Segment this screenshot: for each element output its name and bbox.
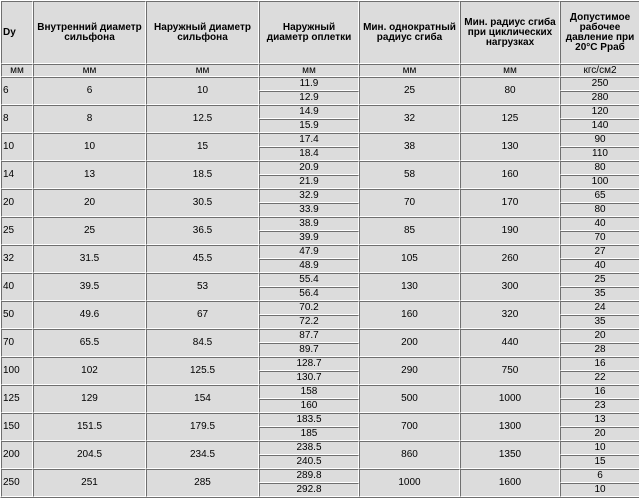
cell-braid: 128.7 xyxy=(259,357,359,371)
cell-dy: 25 xyxy=(1,217,33,245)
cell-radius-once: 700 xyxy=(359,413,460,441)
cell-pressure: 27 xyxy=(560,245,639,259)
cell-outer: 15 xyxy=(146,133,259,161)
cell-braid: 47.9 xyxy=(259,245,359,259)
table-row xyxy=(1,441,639,455)
cell-braid: 15.9 xyxy=(259,119,359,133)
cell-braid: 185 xyxy=(259,427,359,441)
cell-radius-once: 1000 xyxy=(359,469,460,497)
cell-outer: 84.5 xyxy=(146,329,259,357)
cell-inner: 31.5 xyxy=(33,245,146,273)
cell-outer: 285 xyxy=(146,469,259,497)
header-pressure: Допустимое рабочее давление при 20°C Рраб xyxy=(560,1,639,64)
cell-dy: 8 xyxy=(1,105,33,133)
cell-braid: 11.9 xyxy=(259,77,359,91)
cell-braid: 160 xyxy=(259,399,359,413)
cell-outer: 36.5 xyxy=(146,217,259,245)
table-row xyxy=(1,105,639,119)
cell-pressure: 35 xyxy=(560,315,639,329)
unit-inner: мм xyxy=(33,64,146,77)
cell-braid: 130.7 xyxy=(259,371,359,385)
unit-braid: мм xyxy=(259,64,359,77)
cell-inner: 13 xyxy=(33,161,146,189)
cell-pressure: 16 xyxy=(560,357,639,371)
units-row xyxy=(1,64,639,77)
cell-outer: 154 xyxy=(146,385,259,413)
cell-pressure: 10 xyxy=(560,483,639,497)
cell-dy: 6 xyxy=(1,77,33,105)
cell-braid: 158 xyxy=(259,385,359,399)
cell-dy: 32 xyxy=(1,245,33,273)
cell-inner: 65.5 xyxy=(33,329,146,357)
cell-radius-once: 290 xyxy=(359,357,460,385)
cell-braid: 87.7 xyxy=(259,329,359,343)
cell-pressure: 280 xyxy=(560,91,639,105)
cell-radius-cyclic: 750 xyxy=(460,357,560,385)
cell-radius-cyclic: 1350 xyxy=(460,441,560,469)
cell-dy: 40 xyxy=(1,273,33,301)
table-row xyxy=(1,301,639,315)
table-row xyxy=(1,133,639,147)
cell-outer: 125.5 xyxy=(146,357,259,385)
table-row xyxy=(1,161,639,175)
cell-braid: 292.8 xyxy=(259,483,359,497)
cell-radius-once: 32 xyxy=(359,105,460,133)
cell-braid: 20.9 xyxy=(259,161,359,175)
cell-pressure: 15 xyxy=(560,455,639,469)
table-row xyxy=(1,189,639,203)
cell-dy: 100 xyxy=(1,357,33,385)
cell-braid: 72.2 xyxy=(259,315,359,329)
cell-radius-once: 70 xyxy=(359,189,460,217)
cell-dy: 125 xyxy=(1,385,33,413)
header-inner-diameter: Внутренний диаметр сильфона xyxy=(33,1,146,64)
cell-inner: 10 xyxy=(33,133,146,161)
cell-outer: 53 xyxy=(146,273,259,301)
table-row xyxy=(1,329,639,343)
cell-inner: 8 xyxy=(33,105,146,133)
cell-pressure: 80 xyxy=(560,161,639,175)
cell-pressure: 6 xyxy=(560,469,639,483)
cell-radius-once: 58 xyxy=(359,161,460,189)
cell-braid: 33.9 xyxy=(259,203,359,217)
cell-inner: 129 xyxy=(33,385,146,413)
cell-braid: 38.9 xyxy=(259,217,359,231)
cell-pressure: 110 xyxy=(560,147,639,161)
cell-outer: 10 xyxy=(146,77,259,105)
cell-radius-once: 38 xyxy=(359,133,460,161)
cell-pressure: 40 xyxy=(560,217,639,231)
cell-pressure: 65 xyxy=(560,189,639,203)
unit-outer: мм xyxy=(146,64,259,77)
cell-outer: 18.5 xyxy=(146,161,259,189)
cell-radius-cyclic: 125 xyxy=(460,105,560,133)
cell-dy: 150 xyxy=(1,413,33,441)
cell-radius-cyclic: 1600 xyxy=(460,469,560,497)
cell-radius-once: 860 xyxy=(359,441,460,469)
cell-dy: 14 xyxy=(1,161,33,189)
cell-radius-cyclic: 130 xyxy=(460,133,560,161)
cell-inner: 20 xyxy=(33,189,146,217)
cell-braid: 21.9 xyxy=(259,175,359,189)
cell-inner: 204.5 xyxy=(33,441,146,469)
cell-pressure: 16 xyxy=(560,385,639,399)
cell-radius-cyclic: 1300 xyxy=(460,413,560,441)
cell-radius-cyclic: 160 xyxy=(460,161,560,189)
cell-braid: 12.9 xyxy=(259,91,359,105)
unit-once: мм xyxy=(359,64,460,77)
cell-radius-once: 200 xyxy=(359,329,460,357)
cell-radius-once: 500 xyxy=(359,385,460,413)
cell-radius-once: 130 xyxy=(359,273,460,301)
cell-pressure: 10 xyxy=(560,441,639,455)
cell-pressure: 22 xyxy=(560,371,639,385)
cell-pressure: 13 xyxy=(560,413,639,427)
cell-dy: 50 xyxy=(1,301,33,329)
cell-braid: 238.5 xyxy=(259,441,359,455)
cell-dy: 20 xyxy=(1,189,33,217)
table-row xyxy=(1,245,639,259)
cell-pressure: 70 xyxy=(560,231,639,245)
table-row xyxy=(1,385,639,399)
cell-pressure: 40 xyxy=(560,259,639,273)
cell-pressure: 90 xyxy=(560,133,639,147)
cell-pressure: 250 xyxy=(560,77,639,91)
cell-pressure: 25 xyxy=(560,273,639,287)
unit-cyclic: мм xyxy=(460,64,560,77)
cell-inner: 6 xyxy=(33,77,146,105)
cell-inner: 102 xyxy=(33,357,146,385)
cell-radius-once: 105 xyxy=(359,245,460,273)
table-body xyxy=(1,77,639,497)
cell-inner: 49.6 xyxy=(33,301,146,329)
header-min-radius-cyclic: Мин. радиус сгиба при циклических нагрузках xyxy=(460,1,560,64)
cell-radius-once: 25 xyxy=(359,77,460,105)
cell-outer: 234.5 xyxy=(146,441,259,469)
unit-pressure: кгс/см2 xyxy=(560,64,639,77)
header-dy: Dy xyxy=(1,1,33,64)
cell-braid: 240.5 xyxy=(259,455,359,469)
header-min-radius-once: Мин. однократный радиус сгиба xyxy=(359,1,460,64)
cell-radius-cyclic: 320 xyxy=(460,301,560,329)
cell-pressure: 80 xyxy=(560,203,639,217)
cell-braid: 55.4 xyxy=(259,273,359,287)
cell-radius-cyclic: 170 xyxy=(460,189,560,217)
cell-braid: 183.5 xyxy=(259,413,359,427)
cell-pressure: 120 xyxy=(560,105,639,119)
cell-braid: 56.4 xyxy=(259,287,359,301)
cell-radius-cyclic: 300 xyxy=(460,273,560,301)
header-braid-diameter: Наружный диаметр оплетки xyxy=(259,1,359,64)
cell-dy: 70 xyxy=(1,329,33,357)
cell-outer: 45.5 xyxy=(146,245,259,273)
cell-pressure: 24 xyxy=(560,301,639,315)
table-row xyxy=(1,77,639,91)
cell-braid: 32.9 xyxy=(259,189,359,203)
cell-radius-cyclic: 260 xyxy=(460,245,560,273)
cell-inner: 25 xyxy=(33,217,146,245)
cell-pressure: 140 xyxy=(560,119,639,133)
unit-dy: мм xyxy=(1,64,33,77)
header-row xyxy=(1,1,639,64)
table-row xyxy=(1,217,639,231)
cell-dy: 250 xyxy=(1,469,33,497)
cell-dy: 10 xyxy=(1,133,33,161)
cell-braid: 70.2 xyxy=(259,301,359,315)
cell-radius-cyclic: 190 xyxy=(460,217,560,245)
header-outer-diameter: Наружный диаметр сильфона xyxy=(146,1,259,64)
table-row xyxy=(1,273,639,287)
cell-pressure: 28 xyxy=(560,343,639,357)
table-row xyxy=(1,413,639,427)
cell-inner: 151.5 xyxy=(33,413,146,441)
cell-outer: 12.5 xyxy=(146,105,259,133)
cell-braid: 14.9 xyxy=(259,105,359,119)
cell-outer: 179.5 xyxy=(146,413,259,441)
cell-braid: 39.9 xyxy=(259,231,359,245)
cell-braid: 48.9 xyxy=(259,259,359,273)
cell-pressure: 100 xyxy=(560,175,639,189)
table-row xyxy=(1,469,639,483)
cell-pressure: 35 xyxy=(560,287,639,301)
table-row xyxy=(1,357,639,371)
cell-outer: 30.5 xyxy=(146,189,259,217)
cell-pressure: 23 xyxy=(560,399,639,413)
cell-outer: 67 xyxy=(146,301,259,329)
cell-inner: 39.5 xyxy=(33,273,146,301)
cell-radius-once: 85 xyxy=(359,217,460,245)
cell-dy: 200 xyxy=(1,441,33,469)
cell-radius-cyclic: 1000 xyxy=(460,385,560,413)
cell-braid: 18.4 xyxy=(259,147,359,161)
cell-radius-cyclic: 440 xyxy=(460,329,560,357)
cell-pressure: 20 xyxy=(560,427,639,441)
cell-radius-once: 160 xyxy=(359,301,460,329)
cell-braid: 89.7 xyxy=(259,343,359,357)
cell-pressure: 20 xyxy=(560,329,639,343)
cell-inner: 251 xyxy=(33,469,146,497)
cell-braid: 289.8 xyxy=(259,469,359,483)
cell-braid: 17.4 xyxy=(259,133,359,147)
cell-radius-cyclic: 80 xyxy=(460,77,560,105)
